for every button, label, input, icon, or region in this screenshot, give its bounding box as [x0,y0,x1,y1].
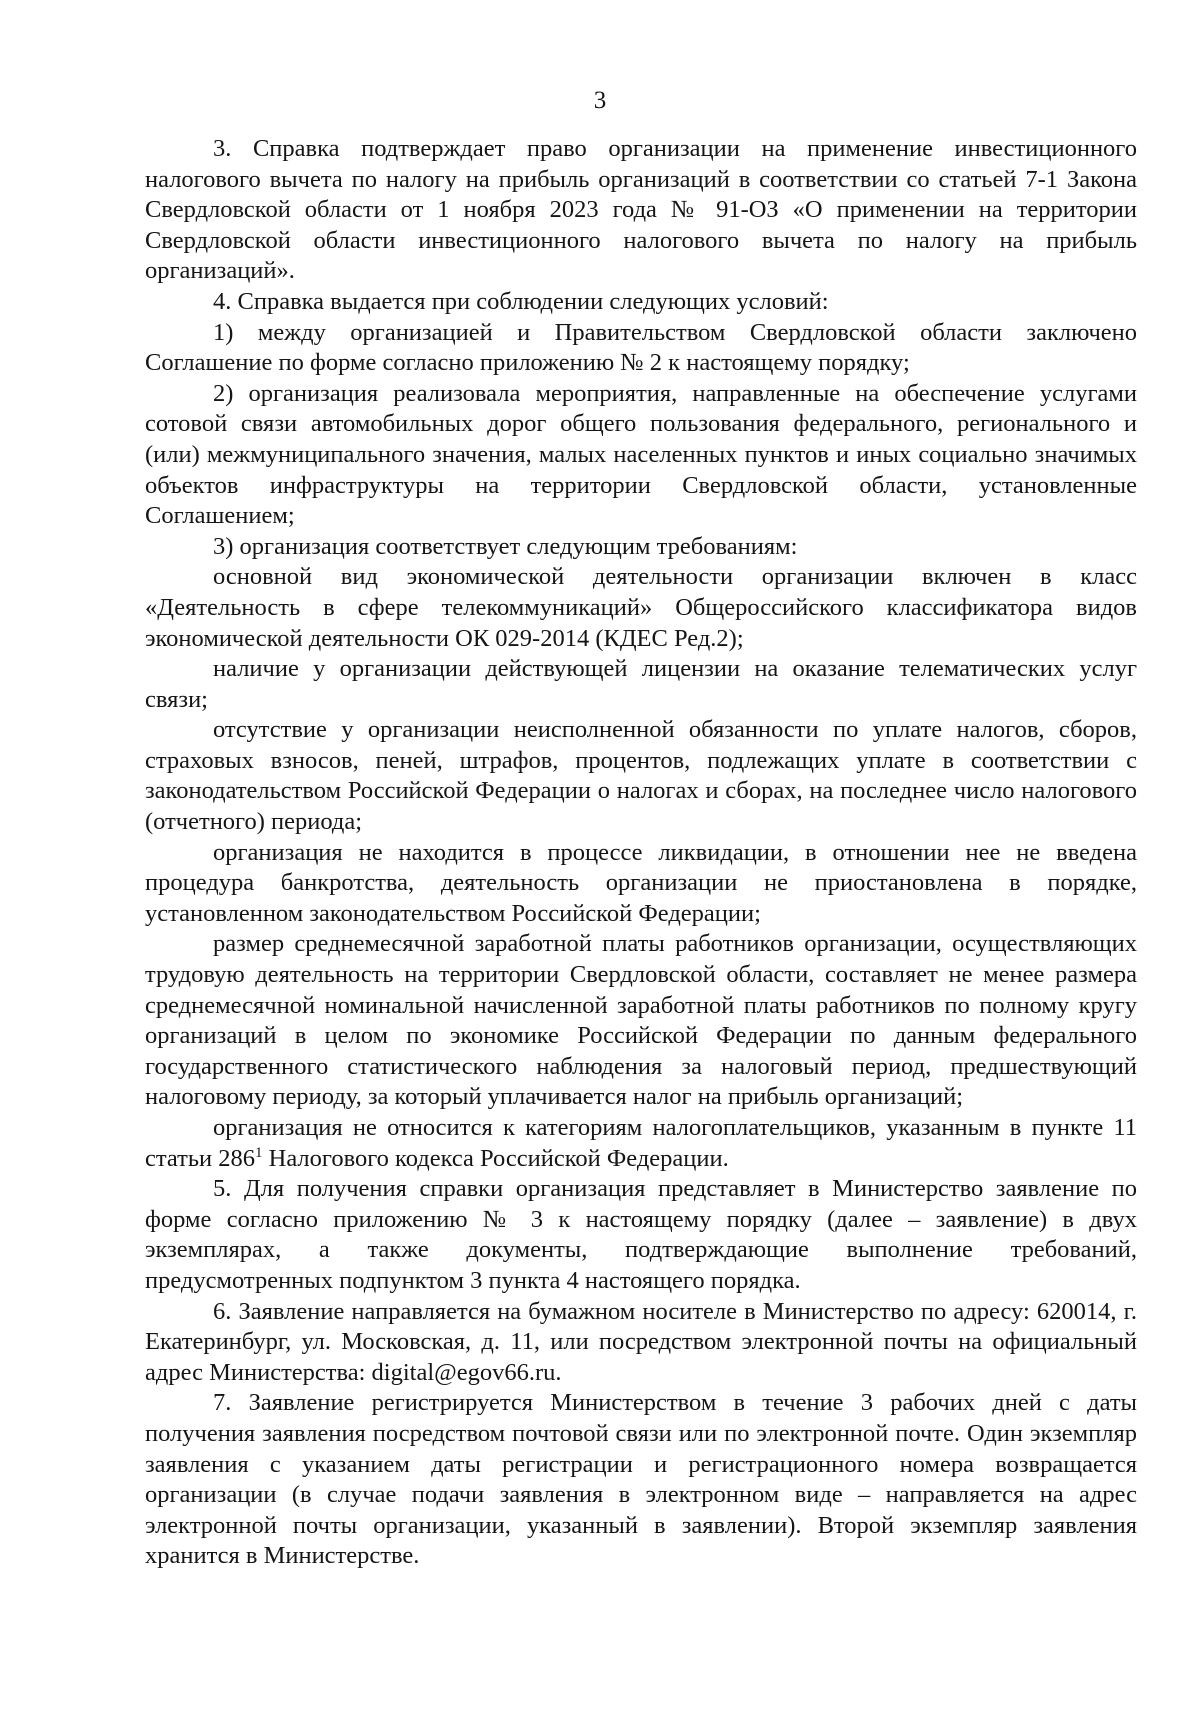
paragraph-6-text: 6. Заявление направляется на бумажном носителе в Министерство по адресу: 620014, г. Екатеринбург, ул. Московская, д. 11, или посредством электронной почты на официальный адрес Министерства: [145,1297,1137,1386]
ministry-email-link[interactable]: digital@egov66.ru [371,1358,556,1386]
subparagraph-4-2: 2) организация реализовала мероприятия, направленные на обеспечение услугами сотовой связи автомобильных дорог общего пользования федерального, регионального и (или) межмуниципального значения, малых населенных пунктов и иных социально значимых объектов инфраструктуры на территории Свердловской области, установленные Соглашением; [145,379,1137,530]
superscript-one: 1 [255,1144,263,1161]
requirement-activity-class: основной вид экономической деятельности организации включен в класс «Деятельность в сфере телекоммуникаций» Общероссийского классификатора видов экономической деятельности ОК 029-2014 (КДЕС Ред.2); [145,563,1137,652]
paragraph-3: 3. Справка подтверждает право организации на применение инвестиционного налогового вычета по налогу на прибыль организаций в соответствии со статьей 7-1 Закона Свердловской области от 1 ноября 2023 года № 91-ОЗ «О применении на территории Свердловской области инвестиционного налогового вычета по налогу на прибыль организаций». [145,135,1137,285]
document-body [145,134,1137,1572]
paragraph-6 [145,1297,1137,1389]
requirement-no-tax-debt: отсутствие у организации неисполненной обязанности по уплате налогов, сборов, страховых взносов, пеней, штрафов, процентов, подлежащих уплате в соответствии с законодательством Российской Федерации о налогах и сборах, на последнее число налогового (отчетного) периода; [145,716,1137,836]
page-number: 3 [593,87,607,114]
paragraph-4: 4. Справка выдается при соблюдении следующих условий: [213,287,829,315]
requirement-taxpayer-category-tail: Налогового кодекса Российской Федерации. [262,1144,729,1172]
paragraph-7: 7. Заявление регистрируется Министерством в течение 3 рабочих дней с даты получения заявления посредством почтовой связи или по электронной почте. Один экземпляр заявления с указанием даты регистрации и регистрационного номера возвращается организации (в случае подачи заявления в электронном виде – направляется на адрес электронной почты организации, указанный в заявлении). Второй экземпляр заявления хранится в Министерстве. [145,1389,1137,1570]
subparagraph-4-3: 3) организация соответствует следующим требованиям: [213,532,798,560]
paragraph-6-tail: . [555,1358,562,1386]
requirement-license: наличие у организации действующей лицензии на оказание телематических услуг связи; [145,655,1137,713]
requirement-taxpayer-category-text: организация не относится к категориям налогоплательщиков, указанным в пункте 11 статьи 286 [145,1114,1137,1172]
requirement-taxpayer-category [145,1113,1137,1174]
paragraph-5: 5. Для получения справки организация представляет в Министерство заявление по форме согласно приложению № 3 к настоящему порядку (далее – заявление) в двух экземплярах, а также документы, подтверждающие выполнение требований, предусмотренных подпунктом 3 пункта 4 настоящего порядка. [145,1175,1137,1294]
requirement-salary-level: размер среднемесячной заработной платы работников организации, осуществляющих трудовую деятельность на территории Свердловской области, составляет не менее размера среднемесячной номинальной начисленной заработной платы работников по полному кругу организаций в целом по экономике Российской Федерации по данным федерального государственного статистического наблюдения за налоговый период, предшествующий налоговому периоду, за который уплачивается налог на прибыль организаций; [145,930,1137,1111]
requirement-no-liquidation: организация не находится в процессе ликвидации, в отношении нее не введена процедура банкротства, деятельность организации не приостановлена в порядке, установленном законодательством Российской Федерации; [145,838,1137,927]
subparagraph-4-1: 1) между организацией и Правительством Свердловской области заключено Соглашение по форме согласно приложению № 2 к настоящему порядку; [145,318,1137,377]
